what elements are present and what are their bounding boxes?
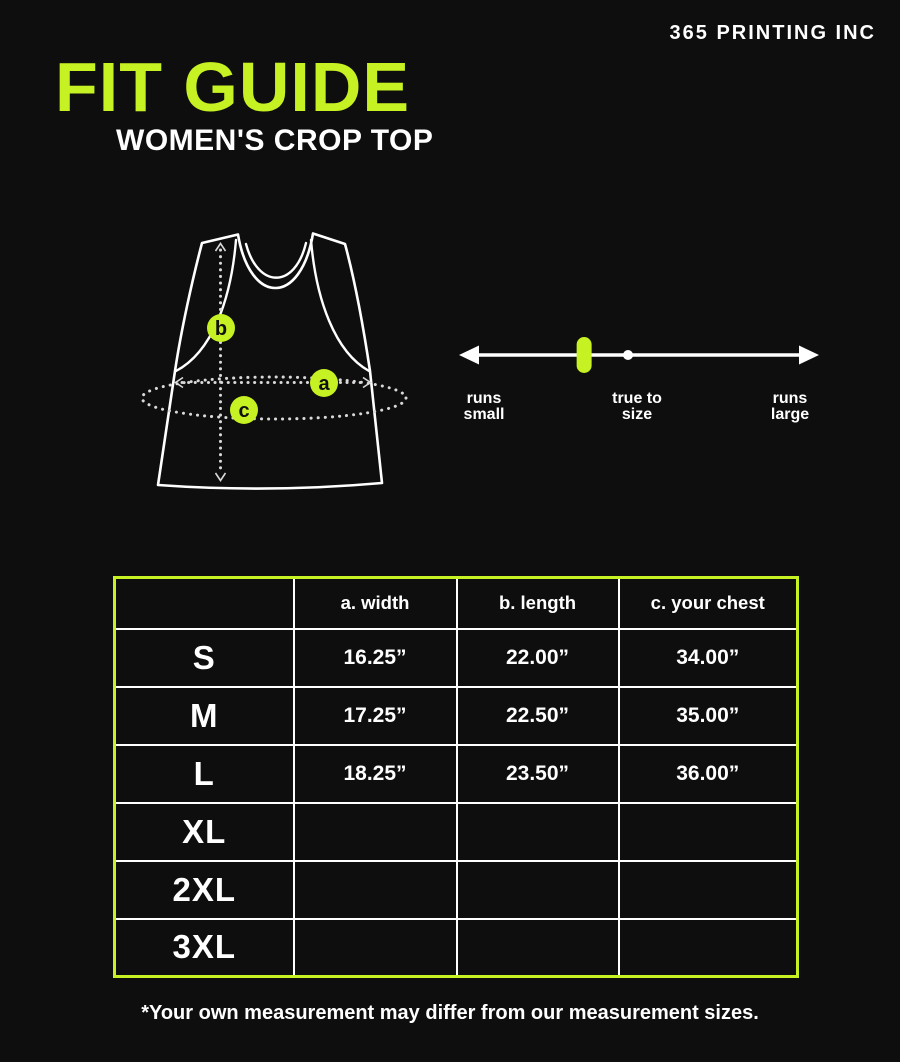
length-value-cell: 22.00” [457,629,619,687]
scale-arrow-left-icon [459,346,479,365]
left-armhole-line [176,240,236,371]
scale-label-line: true to [612,390,662,407]
scale-label-line: size [621,406,653,423]
column-header-length: b. length [457,578,619,629]
width-value-cell [294,803,457,861]
chest-value-cell [619,919,798,977]
page-subtitle: WOMEN'S CROP TOP [116,124,434,157]
crop-top-illustration [140,215,420,505]
page-title: FIT GUIDE [55,48,411,126]
chest-value-cell: 36.00” [619,745,798,803]
scale-midpoint-dot [623,350,633,360]
length-arrow-down-icon [216,473,226,481]
scale-label-true-to-size [612,391,662,423]
table-row-xl [115,803,798,861]
length-value-cell: 22.50” [457,687,619,745]
table-row-s [115,629,798,687]
scale-label-runs-small [464,391,505,423]
width-value-cell: 16.25” [294,629,457,687]
width-value-cell [294,861,457,919]
column-header-chest: c. your chest [619,578,798,629]
column-header-width: a. width [294,578,457,629]
chest-value-cell: 35.00” [619,687,798,745]
width-value-cell: 18.25” [294,745,457,803]
measure-point-b [207,314,235,342]
scale-label-runs-large [771,391,809,423]
chest-value-cell [619,861,798,919]
size-cell: 2XL [115,861,294,919]
measure-point-a-label: a [318,373,330,395]
length-value-cell [457,919,619,977]
table-row-m [115,687,798,745]
width-value-cell [294,919,457,977]
scale-label-line: large [770,406,810,423]
size-cell: L [115,745,294,803]
scale-label-line: small [463,406,505,423]
header-row [115,578,798,629]
table-row-3xl [115,919,798,977]
size-cell: M [115,687,294,745]
chest-value-cell: 34.00” [619,629,798,687]
width-value-cell: 17.25” [294,687,457,745]
size-chart-table [113,576,799,978]
scale-arrow-right-icon [799,346,819,365]
length-value-cell [457,861,619,919]
fit-marker [577,337,592,373]
chest-value-cell [619,803,798,861]
scale-label-line: runs [772,390,808,407]
measure-point-c [230,396,258,424]
size-cell: S [115,629,294,687]
table-row-2xl [115,861,798,919]
table-row-l [115,745,798,803]
length-value-cell [457,803,619,861]
measure-point-a [310,369,338,397]
column-header-size [115,578,294,629]
length-value-cell: 23.50” [457,745,619,803]
footnote: *Your own measurement may differ from our measurement sizes. [141,1002,759,1024]
size-cell: XL [115,803,294,861]
measure-point-c-label: c [238,400,250,422]
size-cell: 3XL [115,919,294,977]
scale-label-line: runs [466,390,502,407]
right-armhole-line [311,240,369,371]
measure-point-b-label: b [214,318,228,340]
neckline-inner-line [246,243,306,278]
brand-name: 365 PRINTING INC [669,22,876,44]
